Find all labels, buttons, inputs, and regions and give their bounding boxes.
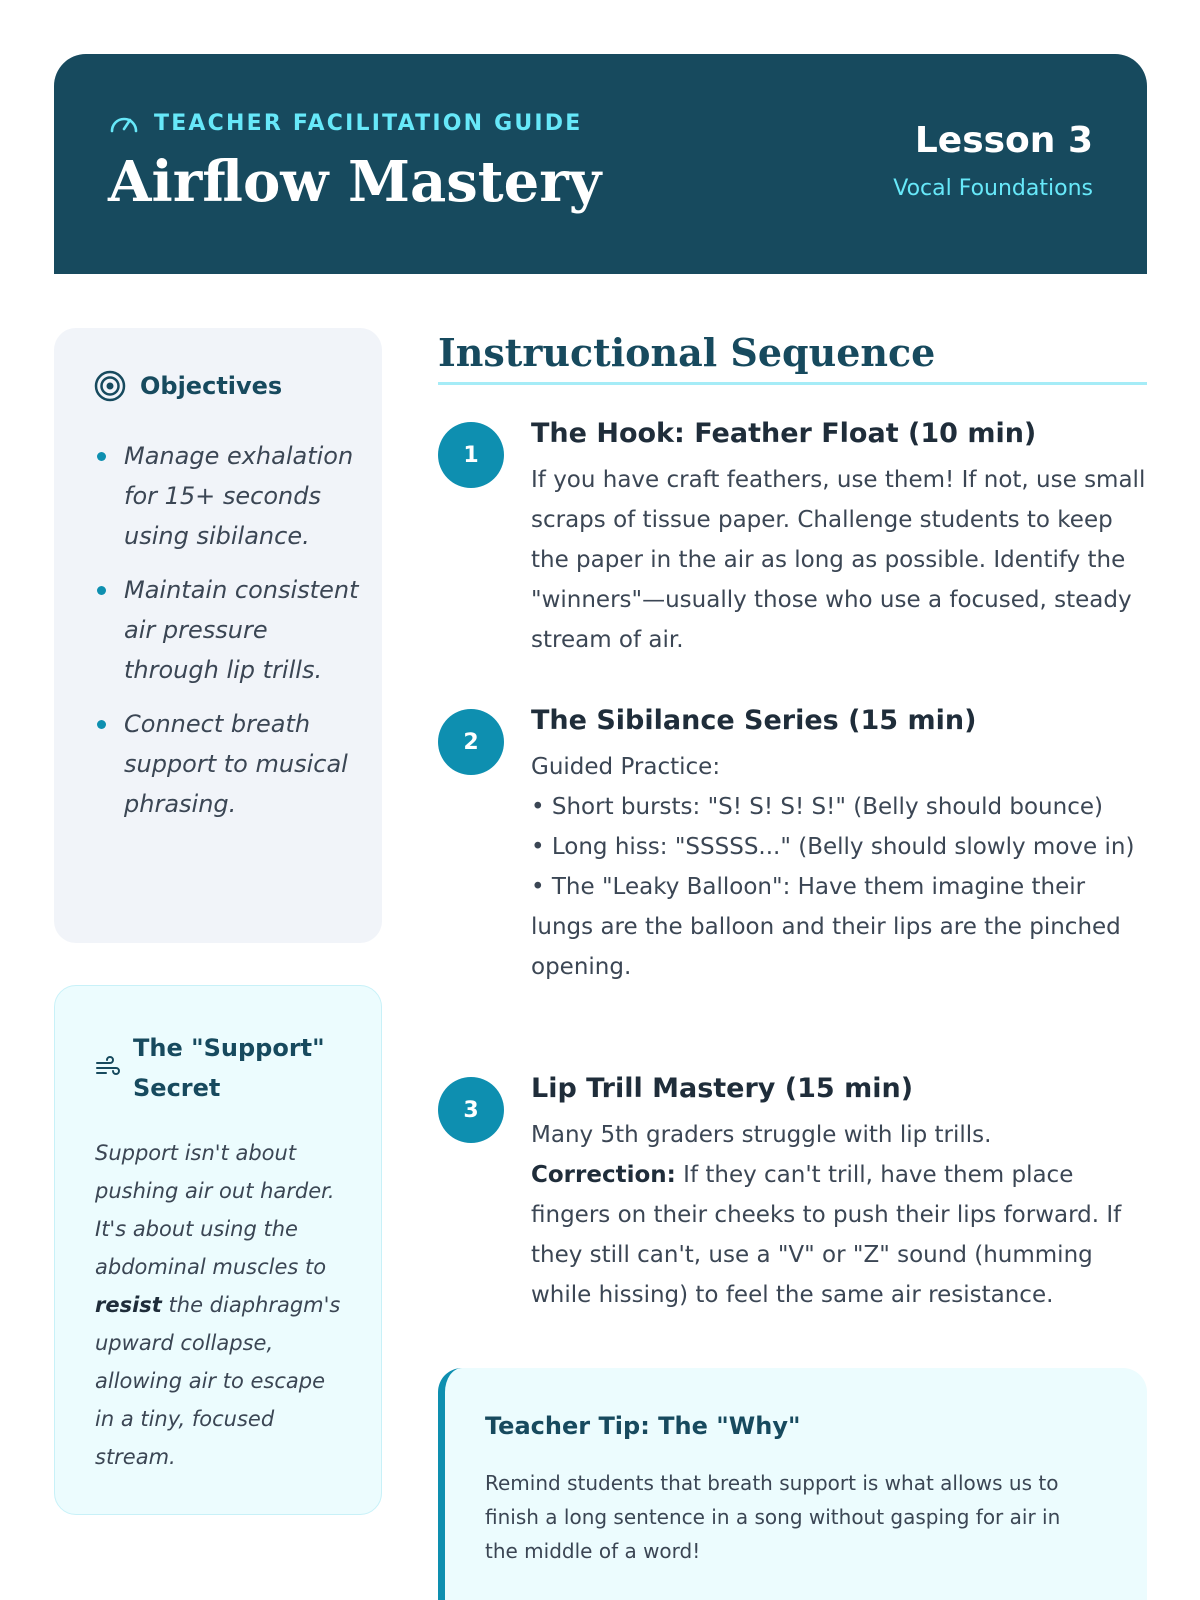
target-icon (94, 370, 126, 402)
objective-text: Connect breath support to musical phrasing. (124, 710, 348, 818)
wind-icon (95, 1055, 121, 1081)
step-number-badge: 1 (438, 422, 504, 488)
objectives-list (94, 436, 364, 838)
support-text-start: Support isn't about pushing air out harder. It's about using the abdominal muscles to (95, 1141, 335, 1279)
step-content (531, 703, 1147, 987)
step-intro: Guided Practice: (531, 754, 721, 780)
objective-text: Manage exhalation for 15+ seconds using sibilance. (124, 442, 354, 550)
section-title: Instructional Sequence (438, 330, 1147, 385)
guide-label: TEACHER FACILITATION GUIDE (154, 110, 583, 136)
support-body (95, 1134, 345, 1476)
support-title: The "Support" Secret (133, 1034, 325, 1102)
objective-item (94, 704, 364, 824)
step-title: The Sibilance Series (15 min) (531, 705, 977, 736)
practice-bullet: • The "Leaky Balloon": Have them imagine their lungs are the balloon and their lips are the pinched opening. (531, 874, 1121, 980)
page-title: Airflow Mastery (108, 149, 602, 215)
step-content (531, 416, 1147, 660)
support-text-end: the diaphragm's upward collapse, allowing air to escape in a tiny, focused stream. (95, 1293, 341, 1469)
correction-paragraph (531, 1155, 1147, 1315)
teacher-tip-card (438, 1368, 1147, 1600)
bullet-dot (97, 720, 106, 729)
bullet-dot (97, 452, 106, 461)
objective-item (94, 436, 364, 556)
objective-text: Maintain consistent air pressure through lip trills. (124, 576, 359, 684)
lesson-header (54, 54, 1147, 274)
step-title: The Hook: Feather Float (10 min) (531, 418, 1037, 449)
objectives-title: Objectives (140, 372, 283, 400)
support-emphasis: resist (95, 1293, 162, 1317)
bullet-dot (97, 586, 106, 595)
practice-bullet: • Long hiss: "SSSSS..." (Belly should slowly move in) (531, 834, 1135, 860)
step-number-badge: 3 (438, 1077, 504, 1143)
unit-name: Vocal Foundations (893, 176, 1093, 201)
step-title: Lip Trill Mastery (15 min) (531, 1073, 914, 1104)
step-intro: Many 5th graders struggle with lip trills. (531, 1122, 992, 1148)
tip-body: Remind students that breath support is what allows us to finish a long sentence in a song without gasping for air in the middle of a word! (485, 1471, 1061, 1563)
step-content (531, 1071, 1147, 1315)
guide-label-row (108, 108, 583, 138)
gauge-icon (108, 108, 140, 138)
correction-text: If they can't trill, have them place fingers on their cheeks to push their lips forward. If they still can't, use a "V" or "Z" sound (humming while hissing) to feel the same air resistance. (531, 1162, 1122, 1308)
correction-label: Correction: (531, 1162, 676, 1188)
step-body: If you have craft feathers, use them! If not, use small scraps of tissue paper. Challenge students to keep the paper in the air as long as possible. Identify the "winners"—usually those who use a focused, steady stream of air. (531, 467, 1146, 653)
objective-item (94, 570, 364, 690)
support-secret-card (54, 985, 382, 1515)
tip-title: Teacher Tip: The "Why" (485, 1412, 801, 1440)
practice-bullet: • Short bursts: "S! S! S! S!" (Belly should bounce) (531, 794, 1103, 820)
objectives-card (54, 328, 382, 943)
objectives-header (94, 370, 282, 402)
lesson-number: Lesson 3 (914, 120, 1093, 161)
support-header (95, 1028, 333, 1108)
step-number-badge: 2 (438, 709, 504, 775)
